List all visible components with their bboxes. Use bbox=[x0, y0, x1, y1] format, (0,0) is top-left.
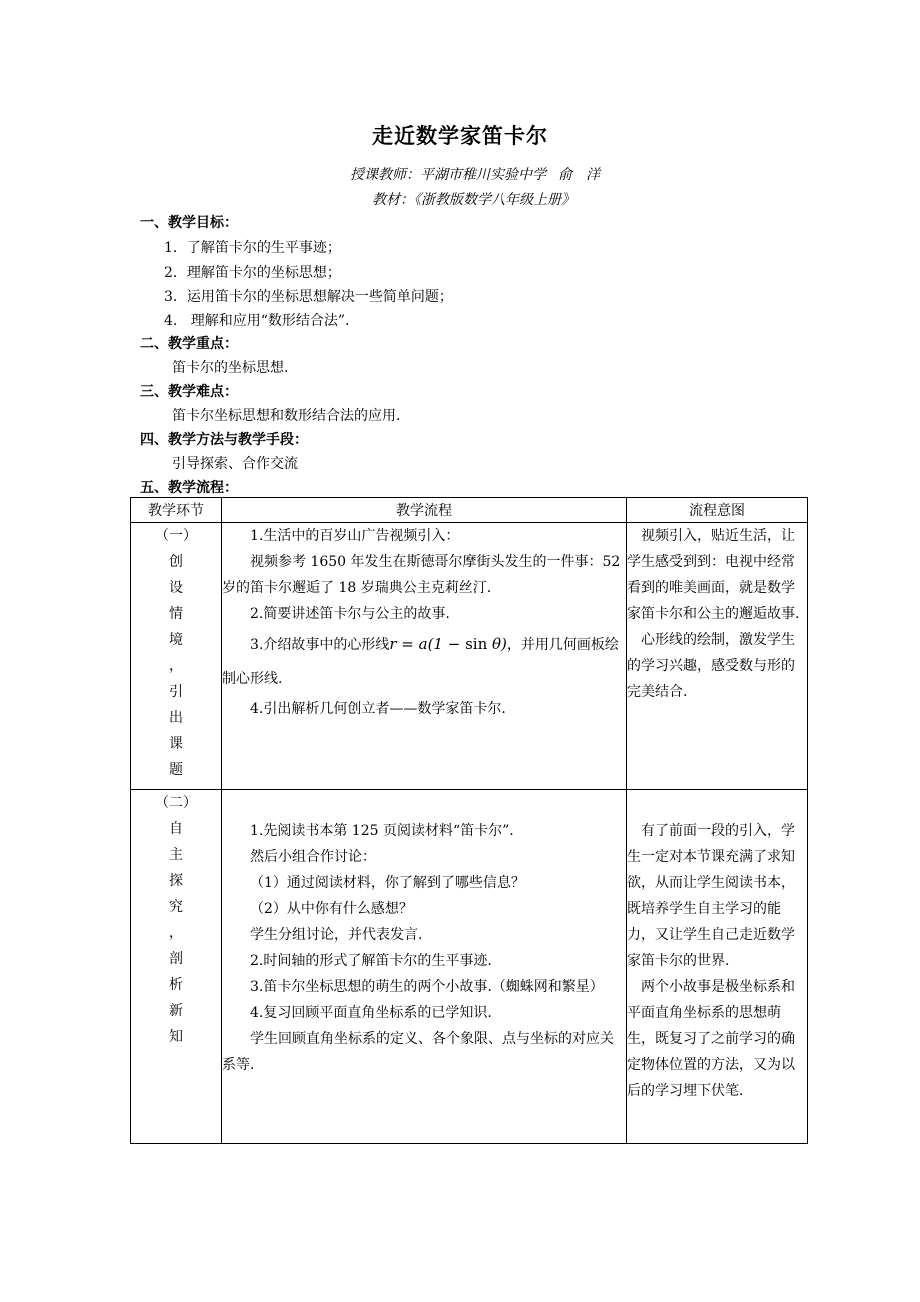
heading-methods: 四、教学方法与教学手段： bbox=[140, 432, 308, 448]
process-paragraph: 2.时间轴的形式了解笛卡尔的生平事迹. bbox=[250, 953, 492, 969]
teacher-name: 俞洋 bbox=[558, 167, 614, 183]
stage-char: 究 bbox=[169, 899, 183, 915]
stage-char: ， bbox=[169, 925, 183, 941]
lesson-flow-table bbox=[130, 497, 808, 1144]
goal-item: 1．了解笛卡尔的生平事迹； bbox=[164, 240, 341, 256]
process-paragraph: 视频参考 1650 年发生在斯德哥尔摩街头发生的一件事：52 岁的笛卡尔邂逅了 18 岁瑞典公主克莉丝汀. bbox=[222, 554, 621, 596]
stage-char: 自 bbox=[169, 821, 183, 837]
stage-char: 新 bbox=[169, 1003, 183, 1019]
intent-cell bbox=[627, 523, 808, 790]
cardioid-formula: r = a(1 − sin θ) bbox=[389, 635, 507, 653]
formula-outro: ，并用几何画板绘制心形线. bbox=[222, 637, 619, 687]
stage-char: ， bbox=[169, 658, 183, 674]
stage-char: 境 bbox=[169, 632, 183, 648]
heading-key-point: 二、教学重点： bbox=[140, 336, 238, 352]
process-paragraph: 2.简要讲述笛卡尔与公主的故事. bbox=[250, 606, 450, 622]
intent-paragraph: 心形线的绘制，激发学生的学习兴趣，感受数与形的完美结合. bbox=[627, 632, 795, 700]
goal-item: 2．理解笛卡尔的坐标思想； bbox=[164, 265, 341, 281]
goal-item: 4. 理解和应用“数形结合法”. bbox=[164, 313, 350, 329]
heading-flow: 五、教学流程： bbox=[140, 480, 238, 496]
page-title: 走近数学家笛卡尔 bbox=[372, 124, 548, 148]
process-paragraph-formula bbox=[222, 627, 626, 696]
process-paragraph: 学生分组讨论，并代表发言. bbox=[250, 927, 423, 943]
stage-char: 出 bbox=[169, 710, 183, 726]
goal-item: 3．运用笛卡尔的坐标思想解决一些简单问题； bbox=[164, 289, 453, 305]
process-paragraph: 4.复习回顾平面直角坐标系的已学知识. bbox=[250, 1005, 492, 1021]
process-paragraph: 1.先阅读书本第 125 页阅读材料“笛卡尔”. bbox=[250, 823, 514, 839]
stage-char: 设 bbox=[169, 580, 183, 596]
intent-paragraph: 有了前面一段的引入，学生一定对本节课充满了求知欲，从而让学生阅读书本，既培养学生自主学习的能力，又让学生自己走近数学家笛卡尔的世界. bbox=[627, 823, 795, 969]
teacher-line bbox=[350, 164, 614, 184]
stage-char: 析 bbox=[169, 977, 183, 993]
process-cell bbox=[222, 790, 627, 1144]
key-point-text: 笛卡尔的坐标思想. bbox=[172, 360, 289, 376]
process-paragraph: 3.笛卡尔坐标思想的萌生的两个小故事.（蜘蛛网和繁星） bbox=[250, 979, 604, 995]
stage-char: 知 bbox=[169, 1029, 183, 1045]
heading-difficulty: 三、教学难点： bbox=[140, 384, 238, 400]
stage-char: （一） bbox=[155, 528, 197, 544]
process-paragraph: 4.引出解析几何创立者——数学家笛卡尔. bbox=[250, 701, 506, 717]
stage-char: 引 bbox=[169, 684, 183, 700]
stage-char: 剖 bbox=[169, 951, 183, 967]
process-paragraph: 然后小组合作讨论： bbox=[250, 849, 376, 865]
intent-cell bbox=[627, 790, 808, 1144]
table-row bbox=[131, 790, 808, 1144]
process-paragraph: （2）从中你有什么感想？ bbox=[250, 901, 413, 917]
process-cell bbox=[222, 523, 627, 790]
intent-paragraph: 两个小故事是极坐标系和平面直角坐标系的思想萌生，既复习了之前学习的确定物体位置的方法，又为以后的学习埋下伏笔. bbox=[627, 979, 795, 1099]
difficulty-text: 笛卡尔坐标思想和数形结合法的应用. bbox=[172, 408, 401, 424]
process-paragraph: （1）通过阅读材料，你了解到了哪些信息？ bbox=[250, 875, 525, 891]
header-intent: 流程意图 bbox=[627, 498, 808, 523]
process-paragraph: 1.生活中的百岁山广告视频引入： bbox=[250, 528, 460, 544]
teacher-label: 授课教师：平湖市稚川实验中学 bbox=[350, 167, 546, 183]
intent-paragraph: 视频引入，贴近生活，让学生感受到到：电视中经常看到的唯美画面，就是数学家笛卡尔和公主的邂逅故事. bbox=[627, 528, 800, 622]
methods-text: 引导探索、合作交流 bbox=[172, 456, 298, 472]
stage-char: 创 bbox=[169, 554, 183, 570]
stage-char: （二） bbox=[155, 795, 197, 811]
table-row bbox=[131, 523, 808, 790]
stage-char: 情 bbox=[169, 606, 183, 622]
stage-char: 课 bbox=[169, 736, 183, 752]
table-header-row bbox=[131, 498, 808, 523]
stage-char: 题 bbox=[169, 762, 183, 778]
heading-goals: 一、教学目标： bbox=[140, 215, 238, 231]
textbook-line: 教材：《浙教版数学八年级上册》 bbox=[372, 192, 575, 208]
stage-cell bbox=[131, 790, 222, 1144]
stage-cell bbox=[131, 523, 222, 790]
header-stage: 教学环节 bbox=[131, 498, 222, 523]
process-paragraph: 学生回顾直角坐标系的定义、各个象限、点与坐标的对应关系等. bbox=[222, 1031, 614, 1073]
header-process: 教学流程 bbox=[222, 498, 627, 523]
stage-char: 主 bbox=[169, 847, 183, 863]
stage-char: 探 bbox=[169, 873, 183, 889]
formula-intro: 3.介绍故事中的心形线 bbox=[250, 637, 390, 653]
